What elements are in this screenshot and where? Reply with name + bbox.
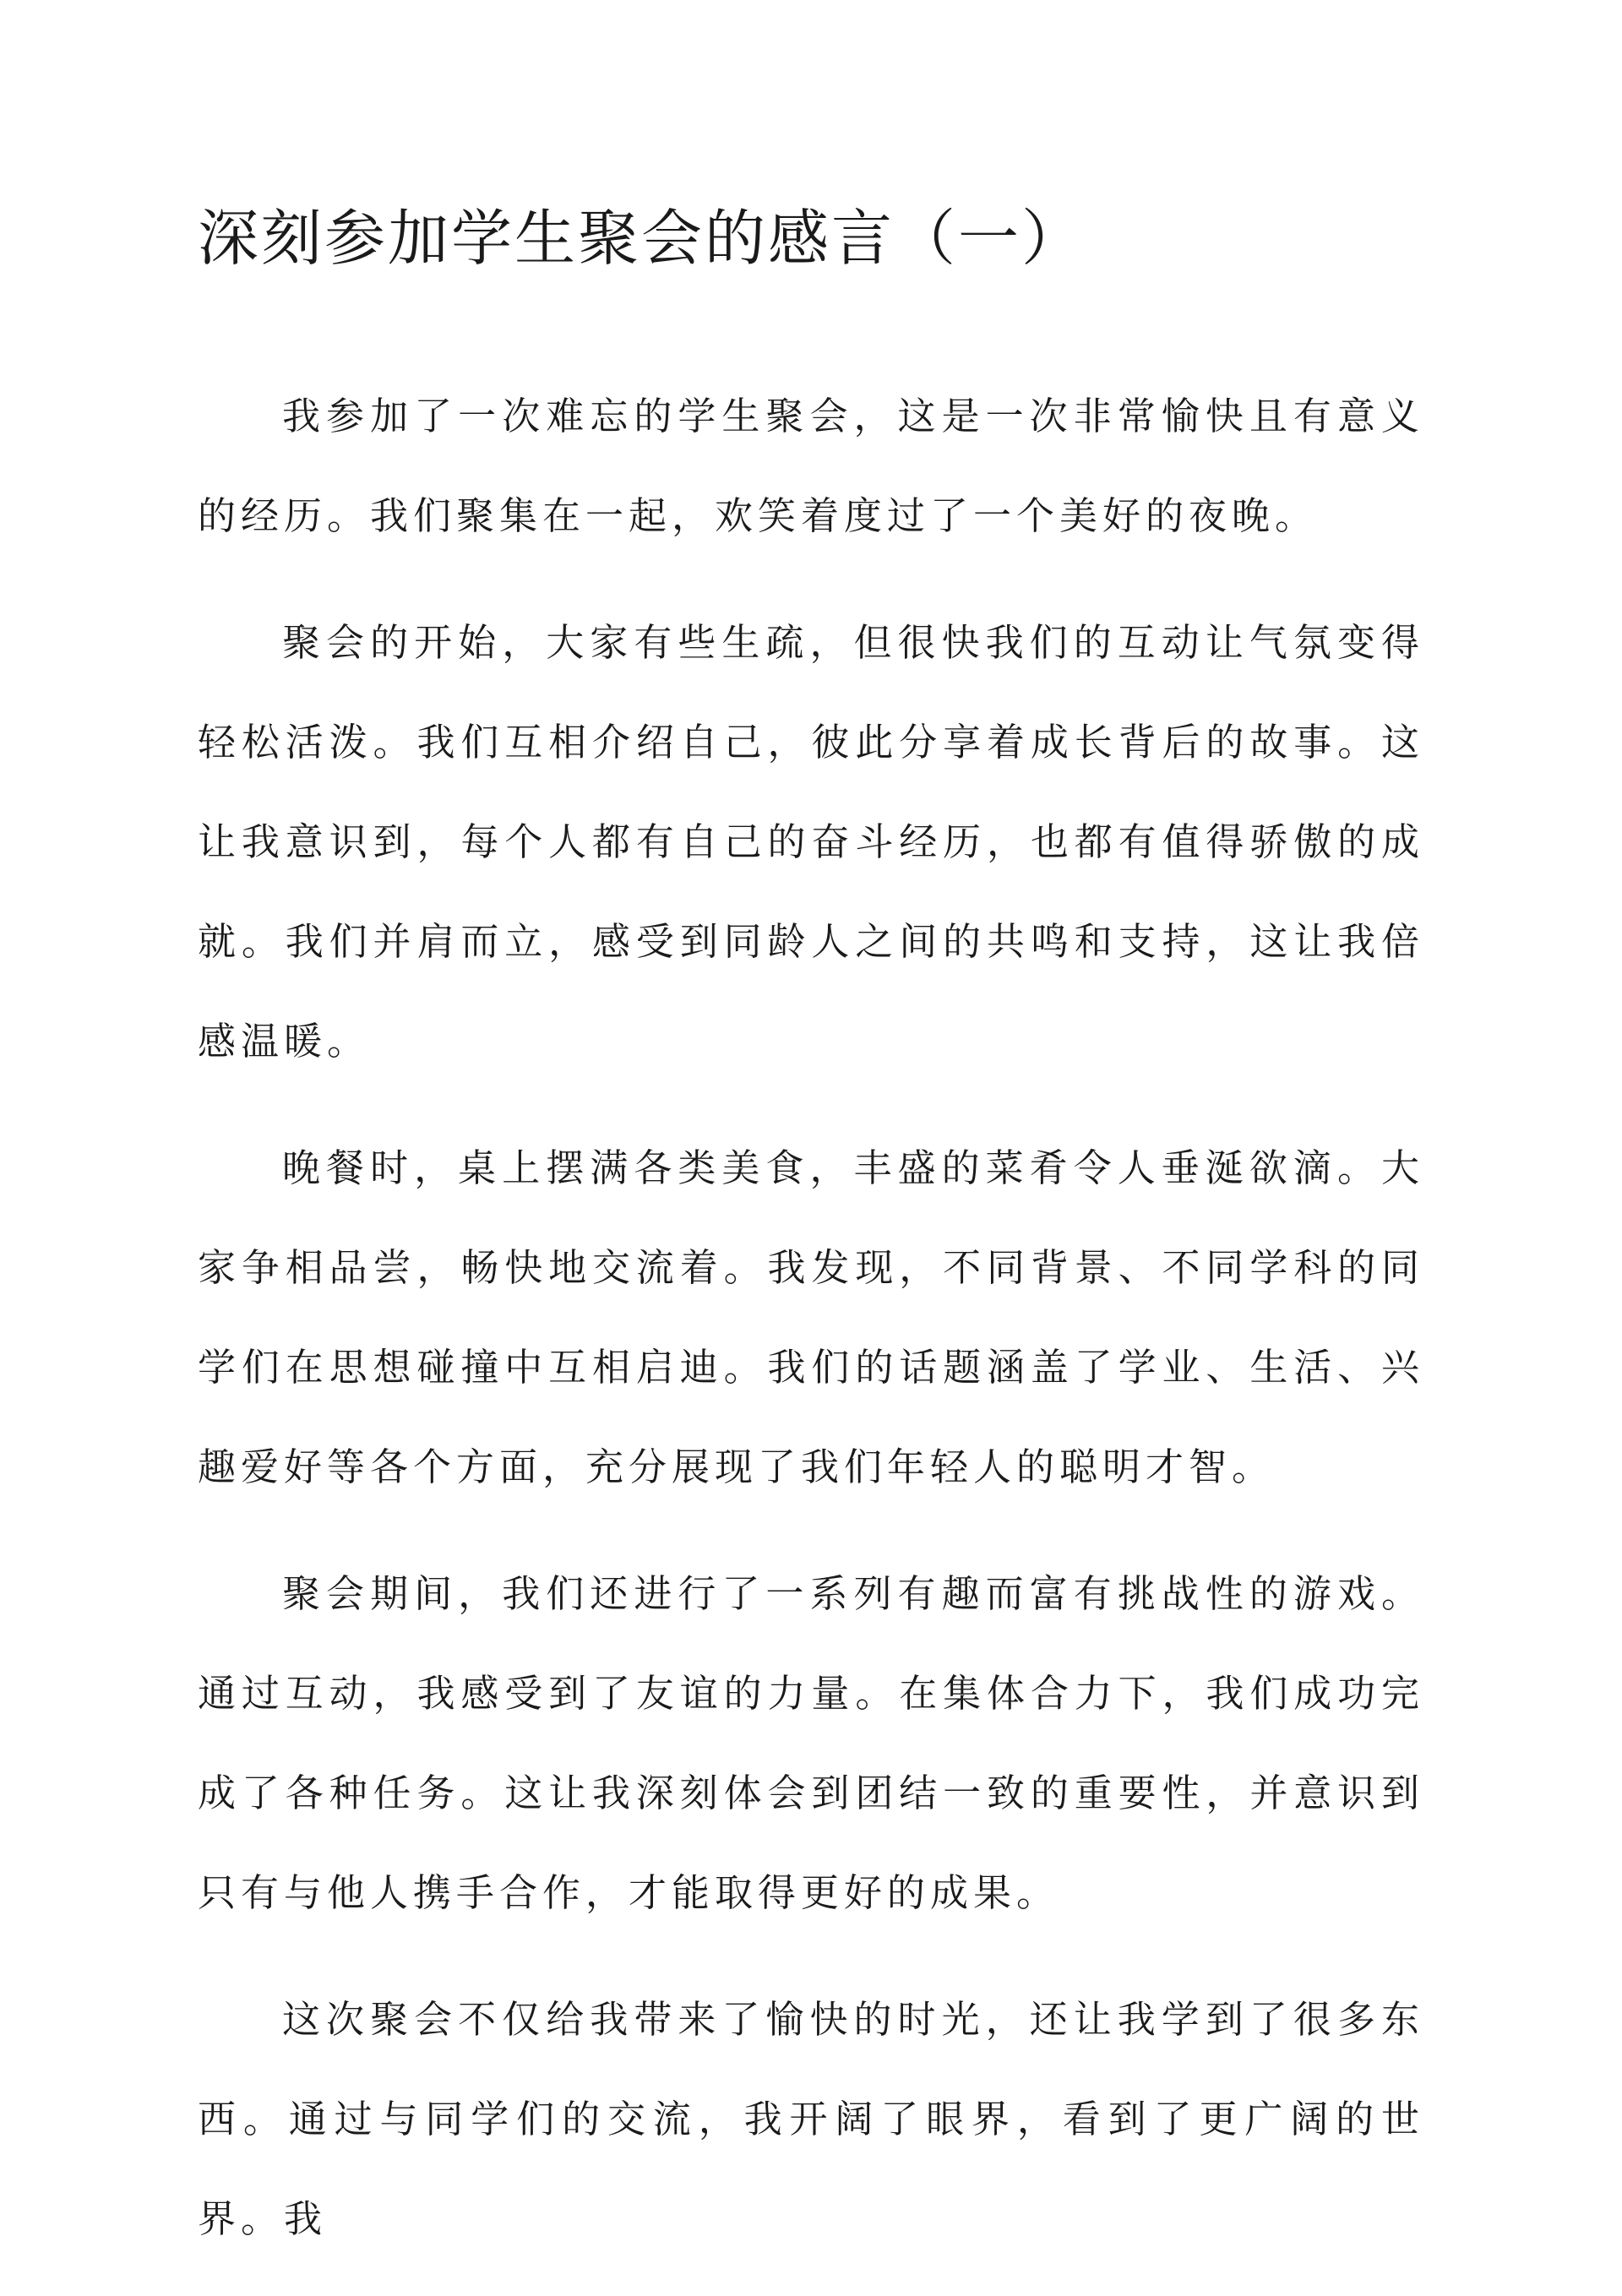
paragraph-2: 聚会的开始，大家有些生疏，但很快我们的互动让气氛变得轻松活泼。我们互相介绍自己，彼此分享着成长背后的故事。这让我意识到，每个人都有自己的奋斗经历，也都有值得骄傲的成就。我们并肩而立，感受到同龄人之间的共鸣和支持，这让我倍感温暖。 [198,620,1424,1064]
paragraph-4: 聚会期间，我们还进行了一系列有趣而富有挑战性的游戏。通过互动，我感受到了友谊的力量。在集体合力下，我们成功完成了各种任务。这让我深刻体会到团结一致的重要性，并意识到只有与他人携手合作，才能取得更好的成果。 [198,1571,1424,1915]
paragraph-1: 我参加了一次难忘的学生聚会，这是一次非常愉快且有意义的经历。我们聚集在一起，欢笑着度过了一个美好的夜晚。 [198,394,1424,538]
document-body [198,367,1424,2296]
paragraph-5: 这次聚会不仅给我带来了愉快的时光，还让我学到了很多东西。通过与同学们的交流，我开阔了眼界，看到了更广阔的世界。我 [198,1997,1424,2241]
paragraph-3: 晚餐时，桌上摆满各类美食，丰盛的菜肴令人垂涎欲滴。大家争相品尝，畅快地交流着。我发现，不同背景、不同学科的同学们在思想碰撞中互相启迪。我们的话题涵盖了学业、生活、兴趣爱好等各个方面，充分展现了我们年轻人的聪明才智。 [198,1145,1424,1489]
document-title: 深刻参加学生聚会的感言（一） [198,203,1086,274]
